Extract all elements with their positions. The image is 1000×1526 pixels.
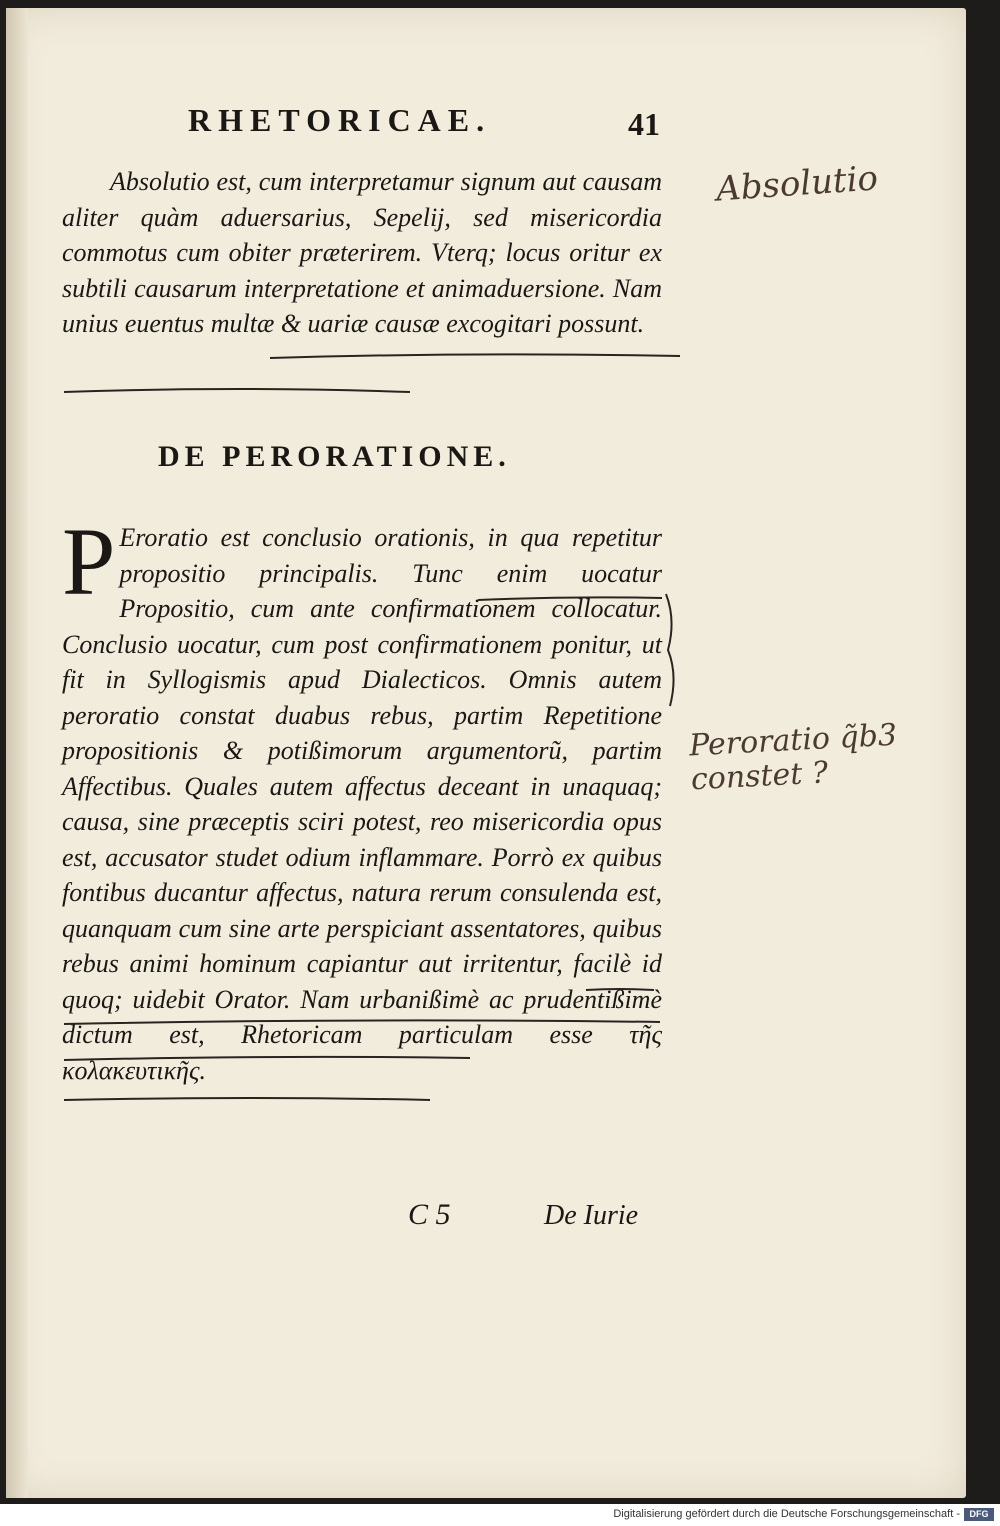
margin-note-absolutio: Absolutio [714,158,880,210]
margin-note-peroratio [688,719,899,798]
margin-note-peroratio-line-2: constet ? [690,755,829,798]
running-head: RHETORICAE. [188,102,492,138]
drop-capital: P [62,508,116,615]
signature-mark: C 5 [408,1198,451,1231]
paragraph-peroratio [62,508,662,1088]
paragraph-peroratio-text: Eroratio est conclusio orationis, in qua repetitur propositio principalis. Tunc enim uocatur Propositio, cum ante confirmationem collocatur. Conclusio uocatur, cum post confirmationem ponitur, ut fit in Syllogismis apud Dialecticos. Omnis autem peroratio constat duabus rebus, partim Repetitione propositionis & potißimorum argumentorũ, partim Affectibus. Quales autem affectus deceant in unaquaq; causa, sine præceptis sciri potest, reo misericordia opus est, accusator studet odium inflammare. Porrò ex quibus fontibus ducantur affectus, natura rerum consulenda est, quanquam cum sine arte perspiciant assentatores, quibus rebus animi hominum capiantur aut irritentur, facilè id quoq; uidebit Orator. Nam urbanißimè ac prudentißimè dictum est, Rhetoricam particulam esse τῆς κολακευτικῆς. [62,523,662,1085]
footer-bar [0,1504,1000,1526]
catchword: De Iurie [544,1200,639,1231]
dfg-logo: DFG [964,1508,994,1521]
section-heading: DE PERORATIONE. [158,440,511,473]
paragraph-absolutio: Absolutio est, cum interpretamur signum aut causam aliter quàm aduersarius, Sepelij, sed misericordia commotus cum obiter præterirem. Vterq; locus oritur ex subtili causarum interpretatione et animaduersione. Nam unius euentus multæ & uariæ causæ excogitari possunt. [62,167,662,338]
margin-note-peroratio-line-1: Peroratio q̃b3 [688,717,898,764]
footer-credit: Digitalisierung gefördert durch die Deutsche Forschungsgemeinschaft - [613,1508,960,1520]
page-number: 41 [628,106,660,142]
page-gutter [6,8,28,1498]
